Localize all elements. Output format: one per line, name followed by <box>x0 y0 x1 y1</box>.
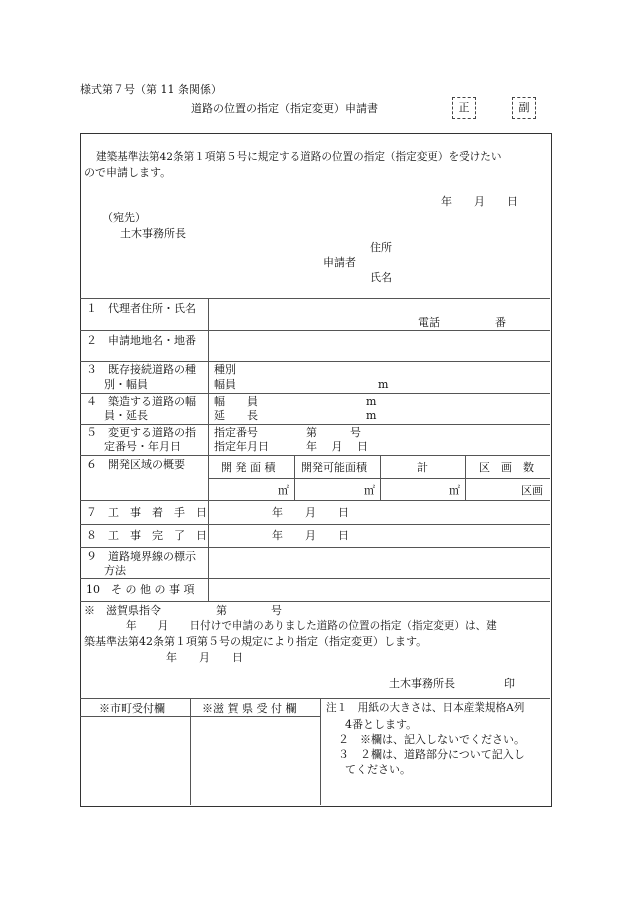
row5-number: 第 号 <box>306 426 361 439</box>
row-divider <box>80 330 550 331</box>
form-number: 様式第７号（第 11 条関係） <box>80 83 222 96</box>
dev-area-header: 開 発 面 積 <box>221 461 276 474</box>
row7-label: ７ 工 事 着 手 日 <box>86 506 207 519</box>
start-date: 年 月 日 <box>272 506 349 519</box>
row5-date: 年 月 日 <box>306 440 368 453</box>
row3-width: 幅員 <box>214 378 236 391</box>
applicant-label: 申請者 <box>323 256 356 269</box>
developable-area-unit: ㎡ <box>364 484 375 497</box>
row4-unit: m <box>366 409 377 422</box>
stamp-copy: 副 <box>512 97 536 119</box>
stamp-original: 正 <box>452 97 476 119</box>
row3-unit: m <box>378 378 389 391</box>
row8-label: ８ 工 事 完 了 日 <box>86 529 207 542</box>
designation-text-1: 年 月 日付けで申請のありました道路の位置の指定（指定変更）は、建 <box>126 620 497 632</box>
row-divider <box>80 716 320 717</box>
row-divider <box>80 524 550 525</box>
total-unit: ㎡ <box>449 484 460 497</box>
row4-label: ４ 築造する道路の幅 <box>86 395 196 408</box>
note-1: 4番とします。 <box>345 718 418 731</box>
row3-label: 別・幅員 <box>104 378 148 391</box>
addressee: 土木事務所長 <box>120 227 186 240</box>
intro-text-1: 建築基準法第42条第１項第５号に規定する道路の位置の指定（指定変更）を受けたい <box>96 151 502 163</box>
row2-label: ２ 申請地地名・地番 <box>86 334 196 347</box>
intro-text-2: ので申請します。 <box>84 166 172 179</box>
column-divider <box>380 455 381 500</box>
column-divider <box>190 698 191 805</box>
note-2: ２ ※欄は、記入しないでください。 <box>338 733 525 746</box>
lot-count-unit: 区画 <box>521 484 543 497</box>
prefecture-reception-label: ※滋 賀 県 受 付 欄 <box>202 702 297 715</box>
row-divider <box>80 500 550 501</box>
row1-label: １ 代理者住所・氏名 <box>86 302 196 315</box>
designation-date: 年 月 日 <box>166 651 243 664</box>
row3-type: 種別 <box>214 363 236 376</box>
developable-area-header: 開発可能面積 <box>301 461 367 474</box>
seal: 印 <box>504 677 515 690</box>
form-title: 道路の位置の指定（指定変更）申請書 <box>191 102 378 115</box>
row-divider <box>80 578 550 579</box>
column-divider <box>208 298 209 601</box>
row-divider <box>80 698 550 699</box>
signer: 土木事務所長 <box>389 677 455 690</box>
row-divider <box>80 298 550 299</box>
dev-area-unit: ㎡ <box>278 484 289 497</box>
lot-count-header: 区 画 数 <box>479 461 534 474</box>
completion-date: 年 月 日 <box>272 529 349 542</box>
address-label: 住所 <box>370 241 392 254</box>
row4-width: 幅 員 <box>214 395 258 408</box>
column-divider <box>465 455 466 500</box>
row4-label: 員・延長 <box>104 409 148 422</box>
city-reception-label: ※市町受付欄 <box>99 702 165 715</box>
row-divider <box>80 393 550 394</box>
row-divider <box>80 424 550 425</box>
row1-phone: 電話 番 <box>418 316 506 329</box>
row5-label: ５ 変更する道路の指 <box>86 426 196 439</box>
row4-length: 延 長 <box>214 409 258 422</box>
note-1: 注１ 用紙の大きさは、日本産業規格A列 <box>326 702 525 714</box>
row10-label: 10 そ の 他 の 事 項 <box>86 583 195 596</box>
row-divider <box>208 478 550 479</box>
row-divider <box>80 601 550 602</box>
addressee-label: （宛先） <box>102 211 146 224</box>
row5-date-label: 指定年月日 <box>214 440 269 453</box>
column-divider <box>320 698 321 805</box>
note-3: ３ ２欄は、道路部分について記入し <box>338 748 525 761</box>
row6-label: ６ 開発区域の概要 <box>86 458 185 471</box>
row-divider <box>80 361 550 362</box>
row5-number-label: 指定番号 <box>214 426 258 439</box>
total-header: 計 <box>417 461 428 474</box>
row4-unit: m <box>366 395 377 408</box>
row-divider <box>80 547 550 548</box>
row9-label: ９ 道路境界線の標示 <box>86 550 196 563</box>
row3-label: ３ 既存接続道路の種 <box>86 363 196 376</box>
note-3: てください。 <box>345 763 411 776</box>
column-divider <box>294 455 295 500</box>
designation-number: ※ 滋賀県指令 第 号 <box>84 604 282 617</box>
intro-date: 年 月 日 <box>441 195 518 208</box>
row5-label: 定番号・年月日 <box>104 440 181 453</box>
row9-label: 方法 <box>104 564 126 577</box>
name-label: 氏名 <box>370 271 392 284</box>
row-divider <box>80 455 550 456</box>
designation-text-2: 築基準法第42条第１項第５号の規定により指定（指定変更）します。 <box>84 635 428 648</box>
